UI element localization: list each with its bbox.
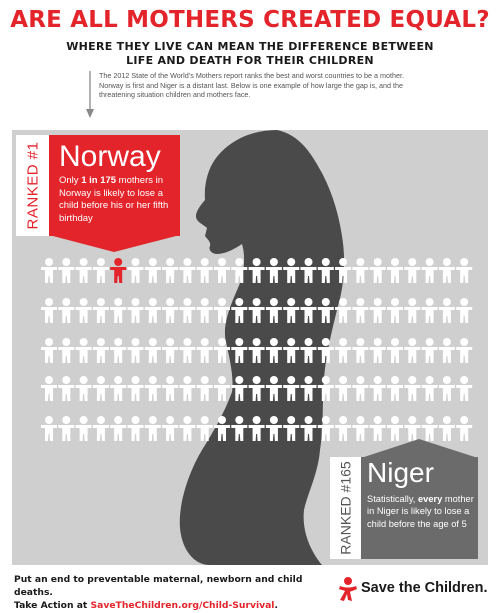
cta-suffix: . xyxy=(274,600,278,611)
logo-text: Save the Children. xyxy=(361,580,488,596)
intro-text xyxy=(99,71,429,100)
cta-prefix: Take Action at xyxy=(14,600,91,611)
niger-desc-stat: every xyxy=(417,494,443,504)
call-to-action xyxy=(14,573,344,612)
niger-description xyxy=(367,493,477,530)
norway-rank-label-wrap xyxy=(16,135,49,236)
norway-rank-label: RANKED #1 xyxy=(24,141,41,230)
niger-desc-pre: Statistically, xyxy=(367,494,418,504)
cta-line-2 xyxy=(14,599,344,612)
page-subtitle xyxy=(40,40,460,68)
subtitle-line-2: LIFE AND DEATH FOR THEIR CHILDREN xyxy=(126,54,374,67)
niger-rank-label: RANKED #165 xyxy=(337,461,354,555)
norway-description xyxy=(59,175,177,225)
cta-line-1: Put an end to preventable maternal, newborn and child deaths. xyxy=(14,574,303,598)
niger-rank-label-wrap xyxy=(330,457,361,559)
header xyxy=(0,0,500,130)
subtitle-line-1: WHERE THEY LIVE CAN MEAN THE DIFFERENCE BETWEEN xyxy=(66,40,434,53)
niger-pointer-icon xyxy=(361,438,478,458)
intro-line-3: threatening situation children and mothers face. xyxy=(99,90,251,99)
intro-line-2: Norway is first and Niger is a distant last. Below is one example of how large the gap is, and the xyxy=(99,80,404,90)
norway-desc-stat: 1 in 175 xyxy=(81,175,117,186)
norway-desc-rest: mothers in Norway is likely to lose a child before his or her fifth birthday xyxy=(59,175,169,224)
norway-pointer-icon xyxy=(49,235,180,253)
page-title: ARE ALL MOTHERS CREATED EQUAL? xyxy=(10,7,490,33)
norway-desc-pre: Only xyxy=(59,175,82,186)
save-the-children-logo-icon xyxy=(337,576,359,602)
down-arrow-icon xyxy=(85,71,95,119)
save-the-children-logo[interactable] xyxy=(337,574,497,608)
intro-line-1: The 2012 State of the World’s Mothers report ranks the best and worst countries to be a mother. xyxy=(99,71,404,80)
cta-link[interactable]: SaveTheChildren.org/Child-Survival xyxy=(90,600,275,611)
niger-desc-rest: mother in Niger is likely to lose a child before the age of 5 xyxy=(367,494,474,529)
norway-title: Norway xyxy=(59,140,161,173)
niger-title: Niger xyxy=(367,457,434,488)
